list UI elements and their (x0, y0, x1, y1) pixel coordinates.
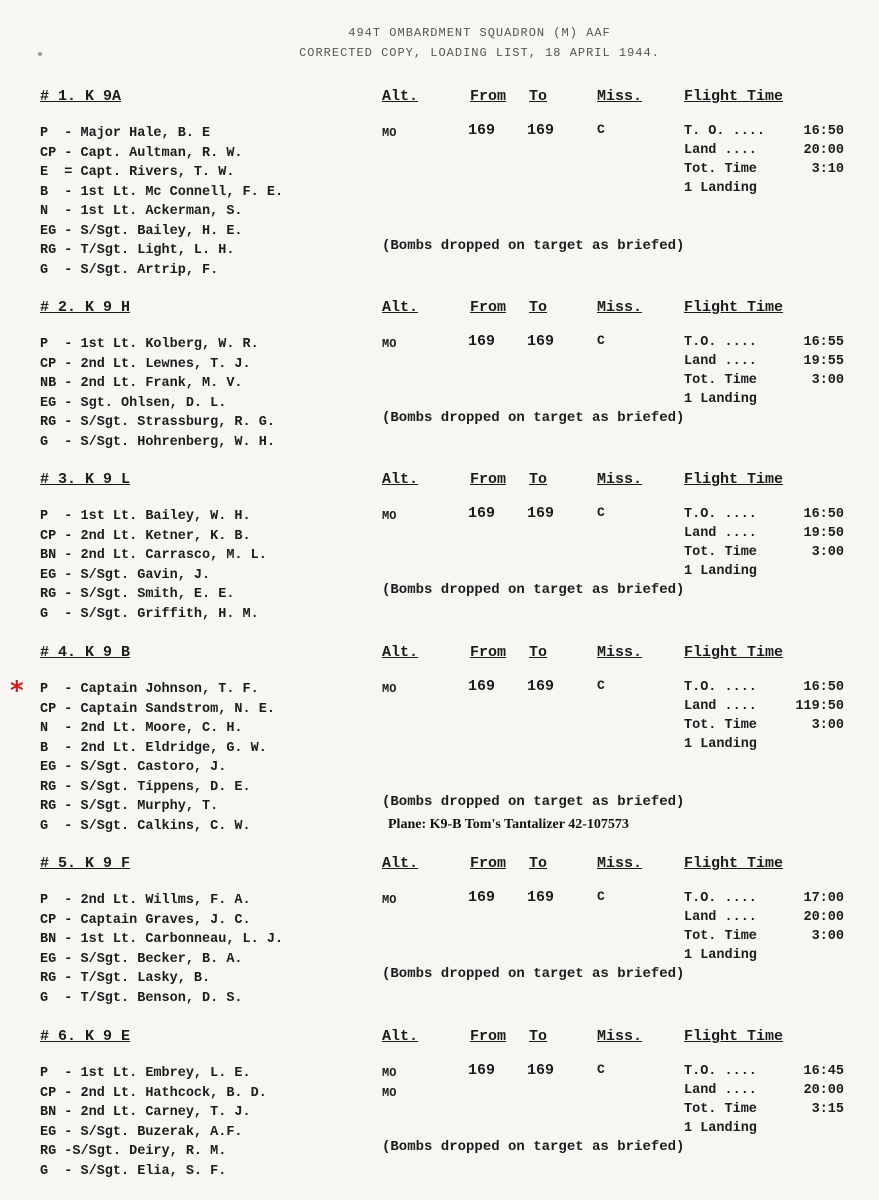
to-value: 169 (527, 678, 555, 695)
crew-member: G - S/Sgt. Calkins, C. W. (40, 818, 251, 834)
flight-time-label: Land .... (684, 143, 757, 158)
mission-value: C (597, 678, 605, 693)
flight-time-label: 1 Landing (684, 392, 757, 407)
flight-time-row (684, 908, 844, 927)
flight-time-row (684, 1062, 844, 1081)
column-from: From (470, 855, 507, 872)
crew-member: N - 1st Lt. Ackerman, S. (40, 204, 243, 219)
flight-time-row (684, 160, 844, 179)
column-from: From (470, 1028, 507, 1045)
bombing-note: (Bombs dropped on target as briefed) (382, 1139, 685, 1155)
crew-list (40, 124, 283, 280)
flight-time-label: T.O. .... (684, 335, 757, 350)
crew-member: G - S/Sgt. Artrip, F. (40, 262, 219, 278)
flight-time-label: Tot. Time (684, 718, 757, 733)
flight-time-label: 1 Landing (684, 181, 757, 196)
squadron-title: 494T OMBARDMENT SQUADRON (M) AAF (348, 26, 611, 40)
flight-time-cell (684, 1062, 844, 1138)
flight-time-row (684, 505, 844, 524)
crew-member: CP - Captain Sandstrom, N. E. (40, 701, 275, 717)
crew-member: NB - 2nd Lt. Frank, M. V. (40, 376, 243, 391)
flight-time-label: Land .... (684, 1083, 757, 1098)
bombing-note: (Bombs dropped on target as briefed) (382, 238, 685, 254)
mission-value: C (597, 505, 605, 520)
column-to: To (529, 855, 548, 872)
crew-member: EG - S/Sgt. Castoro, J. (40, 760, 227, 775)
column-miss: Miss. (597, 88, 643, 105)
flight-time-row (684, 371, 844, 390)
flight-time-label: 1 Landing (684, 948, 757, 963)
flight-time-value: 20:00 (803, 1083, 844, 1098)
altitude-value: MO (382, 509, 397, 523)
crew-list (40, 891, 283, 1008)
flight-id: # 3. K 9 L (40, 471, 131, 488)
flight-time-row (684, 390, 844, 409)
crew-member: G - S/Sgt. Griffith, H. M. (40, 606, 259, 622)
crew-member: RG - S/Sgt. Strassburg, R. G. (40, 415, 275, 430)
crew-member: P - 2nd Lt. Willms, F. A. (40, 893, 251, 908)
flight-time-cell (684, 333, 844, 409)
flight-time-label: Tot. Time (684, 545, 757, 560)
column-to: To (529, 88, 548, 105)
flight-header (0, 471, 879, 491)
flight-time-label: Land .... (684, 910, 757, 925)
bombing-note: (Bombs dropped on target as briefed) (382, 410, 685, 426)
flight-time-row (684, 927, 844, 946)
crew-member: BN - 2nd Lt. Carrasco, M. L. (40, 548, 267, 563)
flight-time-value: 16:45 (803, 1064, 844, 1079)
mission-value: C (597, 333, 605, 348)
flight-header (0, 1028, 879, 1048)
flight-time-value: 3:15 (811, 1102, 844, 1117)
flight-time-row (684, 678, 844, 697)
column-to: To (529, 1028, 548, 1045)
crew-member: RG - T/Sgt. Lasky, B. (40, 971, 211, 986)
column-miss: Miss. (597, 471, 643, 488)
altitude-cell (382, 891, 396, 911)
column-alt: Alt. (382, 1028, 419, 1045)
altitude-cell (382, 1064, 396, 1103)
column-alt: Alt. (382, 855, 419, 872)
column-alt: Alt. (382, 88, 419, 105)
altitude-cell (382, 124, 396, 144)
flight-time-row (684, 1119, 844, 1138)
from-value: 169 (468, 333, 496, 350)
mission-value: C (597, 1062, 605, 1077)
flight-header (0, 644, 879, 664)
flight-time-label: Tot. Time (684, 1102, 757, 1117)
column-miss: Miss. (597, 1028, 643, 1045)
column-to: To (529, 299, 548, 316)
flight-time-value: 20:00 (803, 910, 844, 925)
to-value: 169 (527, 1062, 555, 1079)
altitude-value: MO (382, 337, 397, 351)
flight-time-label: Land .... (684, 526, 757, 541)
crew-member: EG - S/Sgt. Gavin, J. (40, 567, 211, 583)
altitude-value: MO (382, 682, 397, 696)
flight-time-value: 3:00 (811, 929, 844, 944)
crew-list (40, 680, 275, 836)
flight-time-label: T. O. .... (684, 124, 766, 139)
flight-time-label: T.O. .... (684, 1064, 757, 1079)
altitude-value: MO (382, 1085, 397, 1100)
flight-time-label: T.O. .... (684, 891, 757, 906)
flight-time-row (684, 352, 844, 371)
punch-mark (38, 52, 42, 56)
crew-member: P - 1st Lt. Kolberg, W. R. (40, 337, 259, 352)
flight-time-label: 1 Landing (684, 564, 757, 579)
flight-id: # 2. K 9 H (40, 299, 131, 316)
flight-time-row (684, 122, 844, 141)
crew-member: CP - 2nd Lt. Lewnes, T. J. (40, 356, 251, 372)
flight-time-row (684, 543, 844, 562)
crew-member: P - Major Hale, B. E (40, 126, 211, 141)
from-value: 169 (468, 122, 496, 139)
flight-time-cell (684, 889, 844, 965)
flight-time-row (684, 333, 844, 352)
flight-id: # 4. K 9 B (40, 644, 131, 661)
document-subtitle: CORRECTED COPY, LOADING LIST, 18 APRIL 1944. (299, 46, 660, 60)
crew-member: G - S/Sgt. Hohrenberg, W. H. (40, 434, 275, 450)
crew-member: RG -S/Sgt. Deiry, R. M. (40, 1144, 227, 1159)
flight-time-value: 3:10 (811, 162, 844, 177)
flight-time-value: 16:55 (803, 335, 844, 350)
flight-time-value: 20:00 (803, 143, 844, 158)
flight-time-value: 16:50 (803, 680, 844, 695)
column-from: From (470, 644, 507, 661)
crew-member: EG - S/Sgt. Becker, B. A. (40, 951, 243, 967)
flight-time-value: 119:50 (795, 699, 844, 714)
red-asterisk-marker: * (10, 676, 24, 706)
flight-id: # 5. K 9 F (40, 855, 131, 872)
bombing-note: (Bombs dropped on target as briefed) (382, 582, 685, 598)
column-flight-time: Flight Time (684, 644, 784, 661)
crew-member: E = Capt. Rivers, T. W. (40, 165, 235, 180)
flight-time-value: 16:50 (803, 507, 844, 522)
crew-member: RG - S/Sgt. Murphy, T. (40, 799, 219, 814)
flight-time-label: Land .... (684, 699, 757, 714)
flight-time-cell (684, 122, 844, 198)
crew-member: RG - S/Sgt. Tippens, D. E. (40, 779, 251, 795)
crew-member: CP - 2nd Lt. Hathcock, B. D. (40, 1085, 267, 1101)
crew-member: B - 2nd Lt. Eldridge, G. W. (40, 740, 267, 756)
altitude-value: MO (382, 126, 397, 140)
flight-time-value: 19:55 (803, 354, 844, 369)
flight-header (0, 855, 879, 875)
altitude-cell (382, 680, 396, 700)
mission-value: C (597, 122, 605, 137)
flight-time-row (684, 889, 844, 908)
crew-member: B - 1st Lt. Mc Connell, F. E. (40, 184, 284, 200)
crew-member: BN - 2nd Lt. Carney, T. J. (40, 1105, 251, 1120)
plane-annotation: Plane: K9-B Tom's Tantalizer 42-107573 (388, 817, 629, 832)
crew-member: P - Captain Johnson, T. F. (40, 682, 259, 697)
column-alt: Alt. (382, 644, 419, 661)
column-miss: Miss. (597, 644, 643, 661)
flight-time-label: T.O. .... (684, 507, 757, 522)
flight-time-row (684, 735, 844, 754)
flight-id: # 6. K 9 E (40, 1028, 131, 1045)
bombing-note: (Bombs dropped on target as briefed) (382, 794, 685, 810)
column-flight-time: Flight Time (684, 1028, 784, 1045)
crew-member: CP - Captain Graves, J. C. (40, 912, 251, 928)
flight-time-row (684, 697, 844, 716)
crew-member: G - T/Sgt. Benson, D. S. (40, 990, 243, 1006)
crew-member: P - 1st Lt. Bailey, W. H. (40, 509, 251, 524)
flight-time-value: 16:50 (803, 124, 844, 139)
mission-value: C (597, 889, 605, 904)
crew-member: P - 1st Lt. Embrey, L. E. (40, 1066, 251, 1081)
flight-time-label: T.O. .... (684, 680, 757, 695)
flight-time-label: Tot. Time (684, 373, 757, 388)
crew-list (40, 1064, 267, 1181)
crew-member: RG - S/Sgt. Smith, E. E. (40, 587, 235, 602)
flight-header (0, 299, 879, 319)
flight-time-value: 19:50 (803, 526, 844, 541)
crew-member: CP - 2nd Lt. Ketner, K. B. (40, 528, 251, 544)
column-miss: Miss. (597, 855, 643, 872)
flight-time-value: 3:00 (811, 718, 844, 733)
crew-list (40, 507, 267, 624)
bombing-note: (Bombs dropped on target as briefed) (382, 966, 685, 982)
altitude-value: MO (382, 1066, 397, 1080)
flight-header (0, 88, 879, 108)
column-from: From (470, 88, 507, 105)
to-value: 169 (527, 889, 555, 906)
crew-member: CP - Capt. Aultman, R. W. (40, 145, 243, 161)
from-value: 169 (468, 1062, 496, 1079)
flight-time-row (684, 1081, 844, 1100)
from-value: 169 (468, 889, 496, 906)
flight-time-cell (684, 505, 844, 581)
column-flight-time: Flight Time (684, 299, 784, 316)
crew-member: EG - S/Sgt. Bailey, H. E. (40, 223, 243, 239)
flight-time-value: 3:00 (811, 545, 844, 560)
flight-time-row (684, 141, 844, 160)
altitude-cell (382, 335, 396, 355)
altitude-value: MO (382, 893, 397, 907)
column-to: To (529, 471, 548, 488)
crew-list (40, 335, 275, 452)
flight-id: # 1. K 9A (40, 88, 122, 105)
crew-member: RG - T/Sgt. Light, L. H. (40, 243, 235, 258)
flight-time-row (684, 716, 844, 735)
flight-time-label: 1 Landing (684, 1121, 757, 1136)
flight-time-label: Land .... (684, 354, 757, 369)
column-from: From (470, 299, 507, 316)
column-to: To (529, 644, 548, 661)
altitude-cell (382, 507, 396, 527)
flight-time-row (684, 1100, 844, 1119)
crew-member: EG - S/Sgt. Buzerak, A.F. (40, 1124, 243, 1140)
crew-member: N - 2nd Lt. Moore, C. H. (40, 721, 243, 736)
crew-member: EG - Sgt. Ohlsen, D. L. (40, 395, 227, 411)
to-value: 169 (527, 333, 555, 350)
column-alt: Alt. (382, 299, 419, 316)
column-flight-time: Flight Time (684, 471, 784, 488)
from-value: 169 (468, 678, 496, 695)
from-value: 169 (468, 505, 496, 522)
to-value: 169 (527, 122, 555, 139)
column-alt: Alt. (382, 471, 419, 488)
crew-member: BN - 1st Lt. Carbonneau, L. J. (40, 932, 284, 947)
flight-time-row (684, 179, 844, 198)
column-flight-time: Flight Time (684, 855, 784, 872)
flight-time-label: Tot. Time (684, 162, 757, 177)
column-from: From (470, 471, 507, 488)
flight-time-row (684, 562, 844, 581)
flight-time-row (684, 524, 844, 543)
column-flight-time: Flight Time (684, 88, 784, 105)
column-miss: Miss. (597, 299, 643, 316)
flight-time-label: 1 Landing (684, 737, 757, 752)
to-value: 169 (527, 505, 555, 522)
flight-time-row (684, 946, 844, 965)
crew-member: G - S/Sgt. Elia, S. F. (40, 1163, 227, 1179)
flight-time-cell (684, 678, 844, 754)
flight-time-label: Tot. Time (684, 929, 757, 944)
flight-time-value: 3:00 (811, 373, 844, 388)
flight-time-value: 17:00 (803, 891, 844, 906)
